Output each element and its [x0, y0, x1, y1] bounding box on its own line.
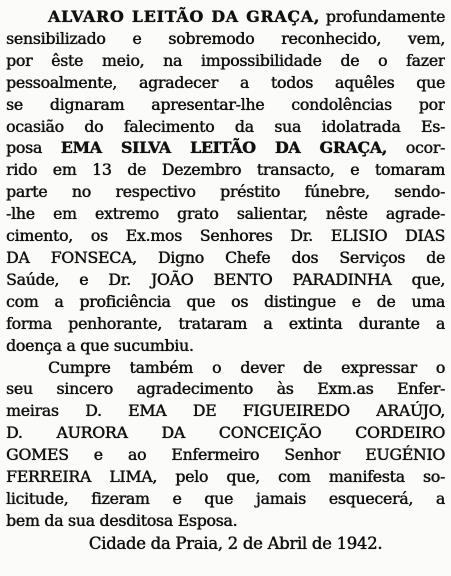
text-line: forma penhorante, trataram a extinta durante a — [6, 313, 445, 333]
text-line: licitude, fizeram e que jamais esquecerá, a — [6, 488, 445, 508]
text-line: D. AURORA DA CONCEIÇÃO CORDEIRO — [6, 423, 445, 443]
text-line: Saúde, e Dr. JOÃO BENTO PARADINHA que, — [6, 269, 445, 289]
text-line: seu sincero agradecimento às Exm.as Enfer- — [6, 379, 445, 399]
text-line: FERREIRA LIMA, pelo que, com manifesta so- — [6, 467, 445, 487]
deceased-name: EMA SILVA LEITÃO DA GRAÇA, — [60, 138, 387, 158]
text-line: ocasião do falecimento da sua idolatrada Es- — [6, 116, 445, 136]
text-line: com a proficiência que os distingue e de uma — [6, 291, 445, 311]
text-line: pessoalmente, agradecer a todos aquêles que — [6, 72, 445, 92]
text-line: rido em 13 de Dezembro transacto, e tomaram — [6, 160, 445, 180]
text-line: meiras D. EMA DE FIGUEIREDO ARAÚJO, — [6, 401, 445, 421]
paragraph-thanks — [6, 6, 445, 357]
text-line: ALVARO LEITÃO DA GRAÇA, profundamente — [48, 7, 445, 26]
text-line: Cumpre também o dever de expressar o — [48, 357, 445, 377]
dateline: Cidade da Praia, 2 de Abril de 1942. — [88, 533, 383, 553]
text-line: DA FONSECA, Digno Chefe dos Serviços de — [6, 247, 445, 267]
paragraph-nurses — [6, 357, 445, 532]
text-line: parte no respectivo préstito fúnebre, sendo- — [6, 182, 445, 202]
text-line: GOMES e ao Enfermeiro Senhor EUGÉNIO — [6, 445, 445, 465]
text-line: bem da sua desditosa Esposa. — [6, 510, 238, 530]
text-line: se dignaram apresentar-lhe condolências por — [6, 94, 445, 114]
text-line: posa EMA SILVA LEITÃO DA GRAÇA, ocor- — [6, 138, 445, 158]
text-line: por êste meio, na impossibilidade de o fazer — [6, 50, 445, 70]
sender-name: ALVARO LEITÃO DA GRAÇA, — [48, 7, 321, 26]
text-line: doença a que sucumbiu. — [6, 335, 194, 355]
text-line: -lhe em extremo grato salientar, nêste agrade- — [6, 204, 445, 224]
text-line: sensibilizado e sobremodo reconhecido, vem, — [6, 28, 445, 48]
text-line: cimento, os Ex.mos Senhores Dr. ELISIO DIAS — [6, 226, 445, 246]
